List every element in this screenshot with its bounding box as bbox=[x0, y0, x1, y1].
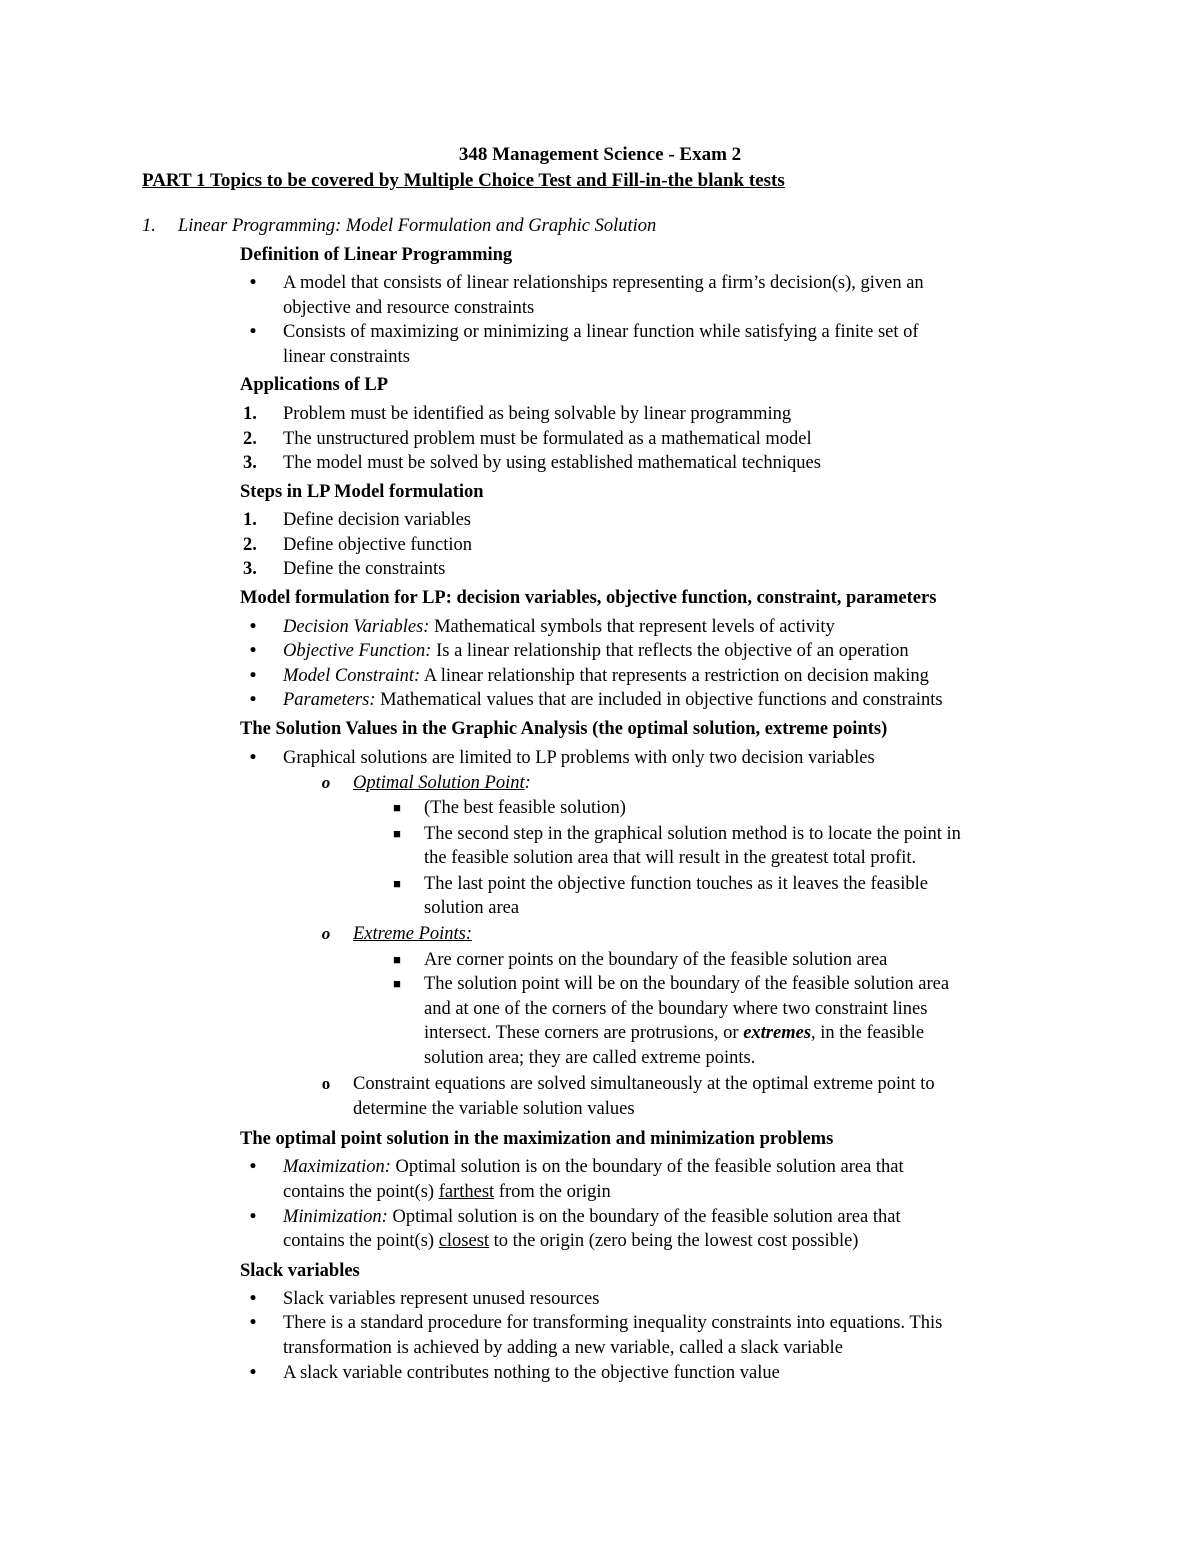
constraint-line-2: determine the variable solution values bbox=[353, 1099, 635, 1119]
maximization-text: Optimal solution is on the boundary of the feasible solution area that bbox=[390, 1157, 904, 1177]
slack-bullet-2-line-2: transformation is achieved by adding a new variable, called a slack variable bbox=[283, 1338, 843, 1358]
applications-item-1: Problem must be identified as being solvable by linear programming bbox=[283, 404, 792, 424]
bullet-icon bbox=[243, 271, 263, 296]
applications-heading: Applications of LP bbox=[240, 375, 389, 395]
optimal-point-heading: The optimal point solution in the maximization and minimization problems bbox=[240, 1129, 834, 1149]
extremes-emphasis: extremes bbox=[743, 1023, 812, 1043]
model-text-3: A linear relationship that represents a restriction on decision making bbox=[420, 666, 929, 686]
optimal-item-3-line-2: solution area bbox=[424, 898, 520, 918]
list-number: 3. bbox=[243, 559, 257, 579]
maximization-term: Maximization: bbox=[283, 1157, 391, 1177]
model-heading: Model formulation for LP: decision variables, objective function, constraint, parameters bbox=[240, 588, 937, 608]
extreme-line3-post: , in the feasible bbox=[811, 1023, 925, 1043]
applications-item-2: The unstructured problem must be formulated as a mathematical model bbox=[283, 429, 812, 449]
bullet-icon bbox=[243, 688, 263, 713]
section-title: Linear Programming: Model Formulation and Graphic Solution bbox=[178, 216, 657, 236]
model-text-4: Mathematical values that are included in objective functions and constraints bbox=[375, 690, 943, 710]
list-number: 1. bbox=[243, 510, 257, 530]
definition-bullet-2-line-1: Consists of maximizing or minimizing a linear function while satisfying a finite set of bbox=[283, 322, 919, 342]
square-bullet-icon: ■ bbox=[393, 876, 401, 891]
extreme-item-2-line-3 bbox=[424, 1021, 924, 1046]
extreme-points-label: Extreme Points: bbox=[353, 924, 473, 944]
square-bullet-icon: ■ bbox=[393, 826, 401, 841]
list-number: 3. bbox=[243, 453, 257, 473]
document-subtitle: PART 1 Topics to be covered by Multiple Choice Test and Fill-in-the blank tests bbox=[142, 170, 785, 191]
optimal-item-3-line-1: The last point the objective function touches as it leaves the feasible bbox=[424, 874, 928, 894]
optimal-solution-colon: : bbox=[524, 773, 531, 793]
optimal-solution-point-term: Optimal Solution Point bbox=[353, 773, 525, 793]
list-number: 2. bbox=[243, 429, 257, 449]
minimization-line-1 bbox=[283, 1205, 901, 1230]
bullet-icon bbox=[243, 1361, 263, 1386]
optimal-solution-label bbox=[353, 771, 531, 796]
extreme-item-2-line-4: solution area; they are called extreme points. bbox=[424, 1048, 756, 1068]
definition-bullet-1-line-1: A model that consists of linear relationships representing a firm’s decision(s), given an bbox=[283, 273, 924, 293]
slack-heading: Slack variables bbox=[240, 1261, 360, 1281]
closest-underlined: closest bbox=[438, 1231, 490, 1251]
maximization-line-1 bbox=[283, 1155, 904, 1180]
applications-item-3: The model must be solved by using established mathematical techniques bbox=[283, 453, 821, 473]
square-bullet-icon: ■ bbox=[393, 800, 401, 815]
minimization-line2-post: to the origin (zero being the lowest cost possible) bbox=[489, 1231, 859, 1251]
maximization-line-2 bbox=[283, 1180, 611, 1205]
maximization-line2-post: from the origin bbox=[494, 1182, 611, 1202]
solution-bullet: Graphical solutions are limited to LP problems with only two decision variables bbox=[283, 748, 875, 768]
bullet-icon bbox=[243, 1155, 263, 1180]
bullet-icon bbox=[243, 664, 263, 689]
extreme-item-2-line-2: and at one of the corners of the boundary where two constraint lines bbox=[424, 999, 928, 1019]
slack-bullet-3: A slack variable contributes nothing to the objective function value bbox=[283, 1363, 780, 1383]
model-item-3 bbox=[283, 664, 929, 689]
maximization-line2-pre: contains the point(s) bbox=[283, 1182, 439, 1202]
square-bullet-icon: ■ bbox=[393, 952, 401, 967]
extreme-item-2-line-1: The solution point will be on the boundary of the feasible solution area bbox=[424, 974, 950, 994]
solution-heading: The Solution Values in the Graphic Analysis (the optimal solution, extreme points) bbox=[240, 719, 888, 739]
definition-heading: Definition of Linear Programming bbox=[240, 245, 513, 265]
bullet-icon bbox=[243, 1205, 263, 1230]
model-item-4 bbox=[283, 688, 943, 713]
bullet-icon bbox=[243, 1287, 263, 1312]
model-text-2: Is a linear relationship that reflects the objective of an operation bbox=[431, 641, 909, 661]
bullet-icon bbox=[243, 320, 263, 345]
model-term-2: Objective Function: bbox=[283, 641, 432, 661]
definition-bullet-1-line-2: objective and resource constraints bbox=[283, 298, 535, 318]
bullet-icon bbox=[243, 615, 263, 640]
sub-marker: o bbox=[321, 1074, 331, 1093]
minimization-text: Optimal solution is on the boundary of the feasible solution area that bbox=[387, 1207, 901, 1227]
steps-item-3: Define the constraints bbox=[283, 559, 446, 579]
model-term-4: Parameters: bbox=[283, 690, 376, 710]
minimization-line2-pre: contains the point(s) bbox=[283, 1231, 439, 1251]
steps-item-1: Define decision variables bbox=[283, 510, 472, 530]
sub-marker: o bbox=[321, 924, 331, 943]
bullet-icon bbox=[243, 639, 263, 664]
model-term-3: Model Constraint: bbox=[283, 666, 421, 686]
steps-item-2: Define objective function bbox=[283, 535, 473, 555]
minimization-term: Minimization: bbox=[283, 1207, 388, 1227]
slack-bullet-2-line-1: There is a standard procedure for transforming inequality constraints into equations. This bbox=[283, 1313, 943, 1333]
model-item-2 bbox=[283, 639, 909, 664]
list-number: 2. bbox=[243, 535, 257, 555]
sub-marker: o bbox=[321, 773, 331, 792]
document-title: 348 Management Science - Exam 2 bbox=[458, 144, 742, 165]
definition-bullet-2-line-2: linear constraints bbox=[283, 347, 410, 367]
steps-heading: Steps in LP Model formulation bbox=[240, 482, 484, 502]
square-bullet-icon: ■ bbox=[393, 976, 401, 991]
constraint-line-1: Constraint equations are solved simultaneously at the optimal extreme point to bbox=[353, 1074, 935, 1094]
minimization-line-2 bbox=[283, 1229, 858, 1254]
optimal-item-1: (The best feasible solution) bbox=[424, 798, 626, 818]
bullet-icon bbox=[243, 1311, 263, 1336]
list-number: 1. bbox=[243, 404, 257, 424]
extreme-line3-pre: intersect. These corners are protrusions, or bbox=[424, 1023, 744, 1043]
optimal-item-2-line-2: the feasible solution area that will result in the greatest total profit. bbox=[424, 848, 917, 868]
model-text-1: Mathematical symbols that represent levels of activity bbox=[429, 617, 835, 637]
model-item-1 bbox=[283, 615, 835, 640]
extreme-item-1: Are corner points on the boundary of the feasible solution area bbox=[424, 950, 888, 970]
model-term-1: Decision Variables: bbox=[283, 617, 430, 637]
optimal-item-2-line-1: The second step in the graphical solution method is to locate the point in bbox=[424, 824, 961, 844]
slack-bullet-1: Slack variables represent unused resources bbox=[283, 1289, 600, 1309]
section-number: 1. bbox=[142, 216, 156, 236]
bullet-icon bbox=[243, 746, 263, 771]
farthest-underlined: farthest bbox=[438, 1182, 495, 1202]
